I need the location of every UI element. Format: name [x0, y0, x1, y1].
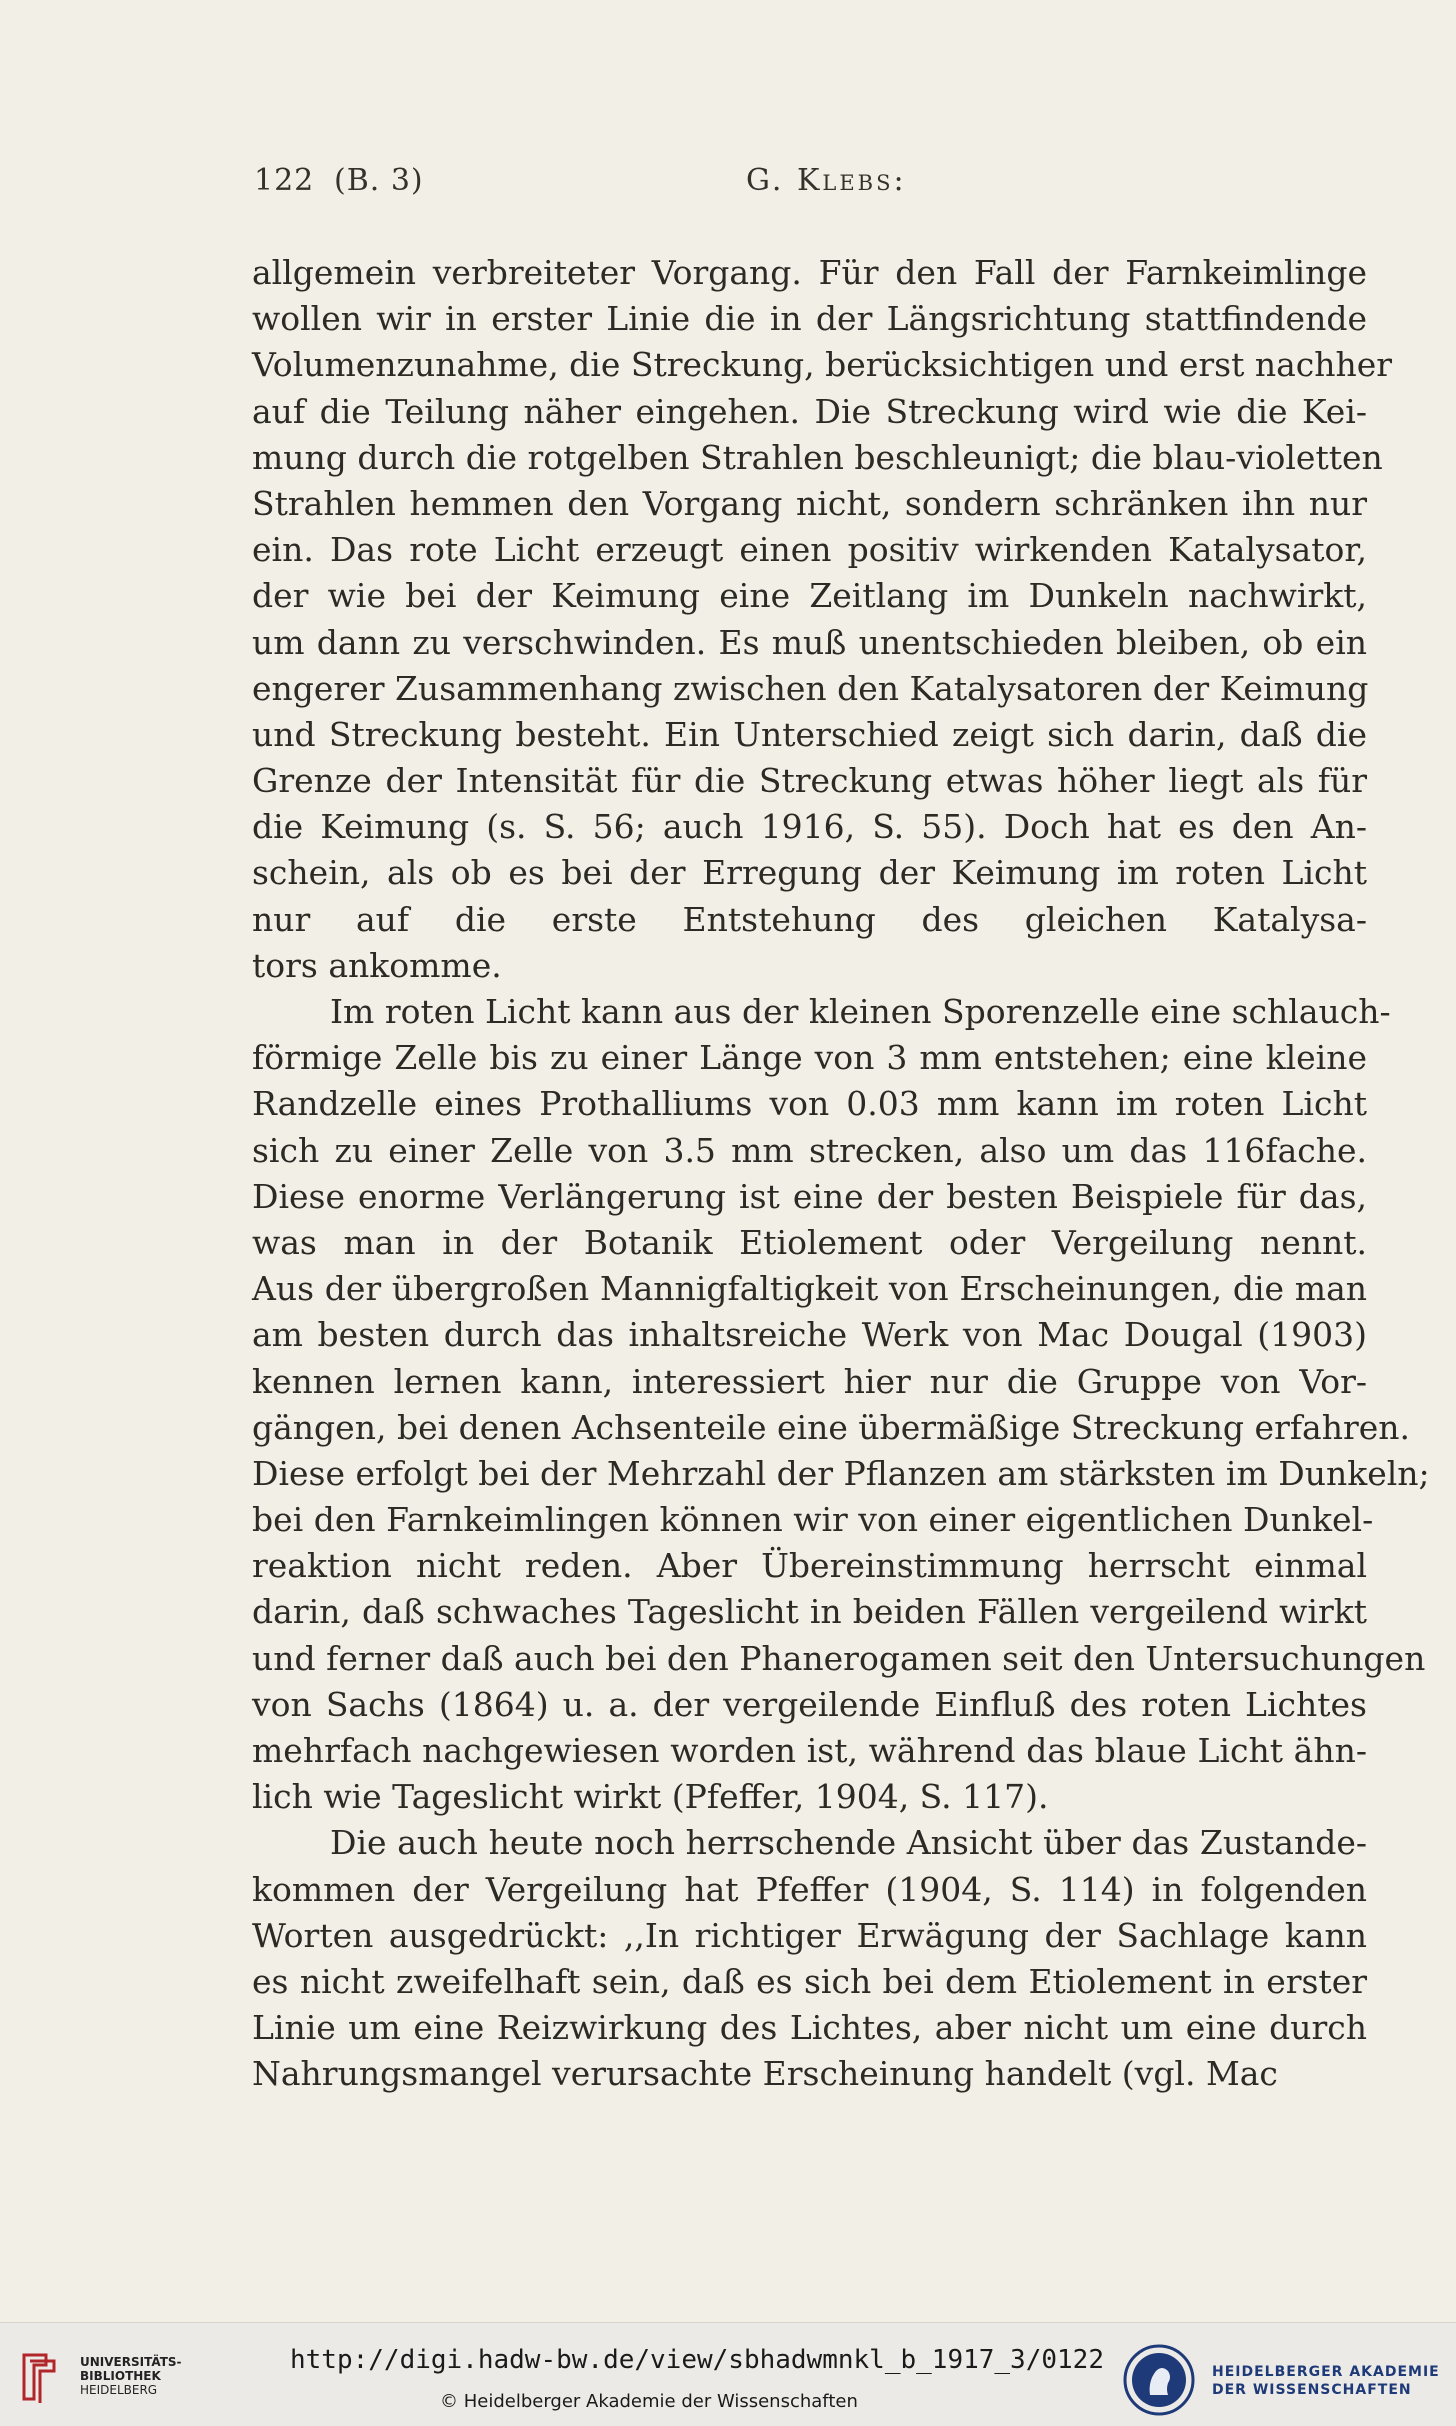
- section-reference: (B. 3): [334, 163, 424, 198]
- text-line: Grenze der Intensität für die Streckung etwas höher liegt als für: [252, 761, 1367, 801]
- text-line: die Keimung (s. S. 56; auch 1916, S. 55). Doch hat es den An-: [252, 807, 1367, 847]
- text-line: engerer Zusammenhang zwischen den Katalysatoren der Keimung: [252, 668, 1369, 708]
- text-line: allgemein verbreiteter Vorgang. Für den Fall der Farnkeimlinge: [252, 253, 1367, 292]
- text-line: auf die Teilung näher eingehen. Die Streckung wird wie die Kei-: [252, 391, 1367, 431]
- text-line: wollen wir in erster Linie die in der Längsrichtung stattfindende: [252, 299, 1367, 339]
- text-line: mehrfach nachgewiesen worden ist, während das blaue Licht ähn-: [252, 1731, 1367, 1770]
- academy-name: HEIDELBERGER AKADEMIE DER WISSENSCHAFTEN: [1212, 2364, 1440, 2398]
- permalink-url[interactable]: http://digi.hadw-bw.de/view/sbhadwmnkl_b_1917_3/0122: [290, 2345, 1104, 2375]
- text-line: Aus der übergroßen Mannigfaltigkeit von Erscheinungen, die man: [252, 1269, 1367, 1309]
- text-line: Im roten Licht kann aus der kleinen Sporenzelle eine schlauch-: [330, 992, 1391, 1031]
- text-line: Die auch heute noch herrschende Ansicht über das Zustande-: [330, 1823, 1367, 1863]
- text-line: und Streckung besteht. Ein Unterschied zeigt sich darin, daß die: [252, 714, 1367, 754]
- text-line: Diese erfolgt bei der Mehrzahl der Pflanzen am stärksten im Dunkeln;: [252, 1453, 1430, 1493]
- text-line: schein, als ob es bei der Erregung der Keimung im roten Licht: [252, 853, 1367, 893]
- academy-seal-icon: [1122, 2343, 1196, 2417]
- text-line: um dann zu verschwinden. Es muß unentschieden bleiben, ob ein: [252, 622, 1367, 662]
- text-line: tors ankomme.: [252, 945, 502, 985]
- text-line: sich zu einer Zelle von 3.5 mm strecken, also um das 116fache.: [252, 1130, 1367, 1170]
- text-line: lich wie Tageslicht wirkt (Pfeffer, 1904, S. 117).: [252, 1777, 1049, 1817]
- copyright-notice: © Heidelberger Akademie der Wissenschaften: [440, 2391, 858, 2412]
- text-line: es nicht zweifelhaft sein, daß es sich bei dem Etiolement in erster: [252, 1961, 1367, 2001]
- text-line: gängen, bei denen Achsenteile eine übermäßige Streckung erfahren.: [252, 1407, 1411, 1447]
- text-line: Volumenzunahme, die Streckung, berücksichtigen und erst nachher: [252, 345, 1393, 385]
- text-line: von Sachs (1864) u. a. der vergeilende Einfluß des roten Lichtes: [252, 1684, 1367, 1724]
- page-number: 122: [254, 163, 315, 198]
- text-line: Diese enorme Verlängerung ist eine der besten Beispiele für das,: [252, 1176, 1367, 1216]
- text-line: kennen lernen kann, interessiert hier nur die Gruppe von Vor-: [252, 1361, 1367, 1401]
- text-line: und ferner daß auch bei den Phanerogamen seit den Untersuchungen: [252, 1638, 1426, 1678]
- text-line: kommen der Vergeilung hat Pfeffer (1904, S. 114) in folgenden: [252, 1869, 1367, 1909]
- text-line: Randzelle eines Prothalliums von 0.03 mm kann im roten Licht: [252, 1084, 1367, 1124]
- text-line: reaktion nicht reden. Aber Übereinstimmung herrscht einmal: [252, 1546, 1367, 1586]
- text-line: Worten ausgedrückt: ,,In richtiger Erwägung der Sachlage kann: [252, 1915, 1367, 1955]
- text-line: am besten durch das inhaltsreiche Werk von Mac Dougal (1903): [252, 1315, 1367, 1355]
- text-line: förmige Zelle bis zu einer Länge von 3 mm entstehen; eine kleine: [252, 1038, 1367, 1078]
- text-line: was man in der Botanik Etiolement oder Vergeilung nennt.: [252, 1222, 1367, 1262]
- running-header: [254, 163, 1364, 203]
- text-line: Strahlen hemmen den Vorgang nicht, sondern schränken ihn nur: [252, 483, 1367, 523]
- author-name: G. Klebs:: [746, 163, 907, 198]
- text-line: nur auf die erste Entstehung des gleichen Katalysa-: [252, 899, 1367, 939]
- text-line: Nahrungsmangel verursachte Erscheinung handelt (vgl. Mac: [252, 2054, 1278, 2094]
- text-line: ein. Das rote Licht erzeugt einen positiv wirkenden Katalysator,: [252, 530, 1367, 570]
- text-line: darin, daß schwaches Tageslicht in beiden Fällen vergeilend wirkt: [252, 1592, 1367, 1632]
- footer-bar: [0, 2322, 1456, 2426]
- university-library-logo-icon: [16, 2351, 62, 2403]
- body-text: [252, 250, 1430, 2098]
- text-line: der wie bei der Keimung eine Zeitlang im Dunkeln nachwirkt,: [252, 576, 1367, 616]
- text-line: Linie um eine Reizwirkung des Lichtes, aber nicht um eine durch: [252, 2008, 1367, 2048]
- text-line: mung durch die rotgelben Strahlen beschleunigt; die blau-violetten: [252, 437, 1383, 477]
- university-library-name: UNIVERSITÄTS- BIBLIOTHEK HEIDELBERG: [80, 2355, 182, 2397]
- text-line: bei den Farnkeimlingen können wir von einer eigentlichen Dunkel-: [252, 1500, 1374, 1540]
